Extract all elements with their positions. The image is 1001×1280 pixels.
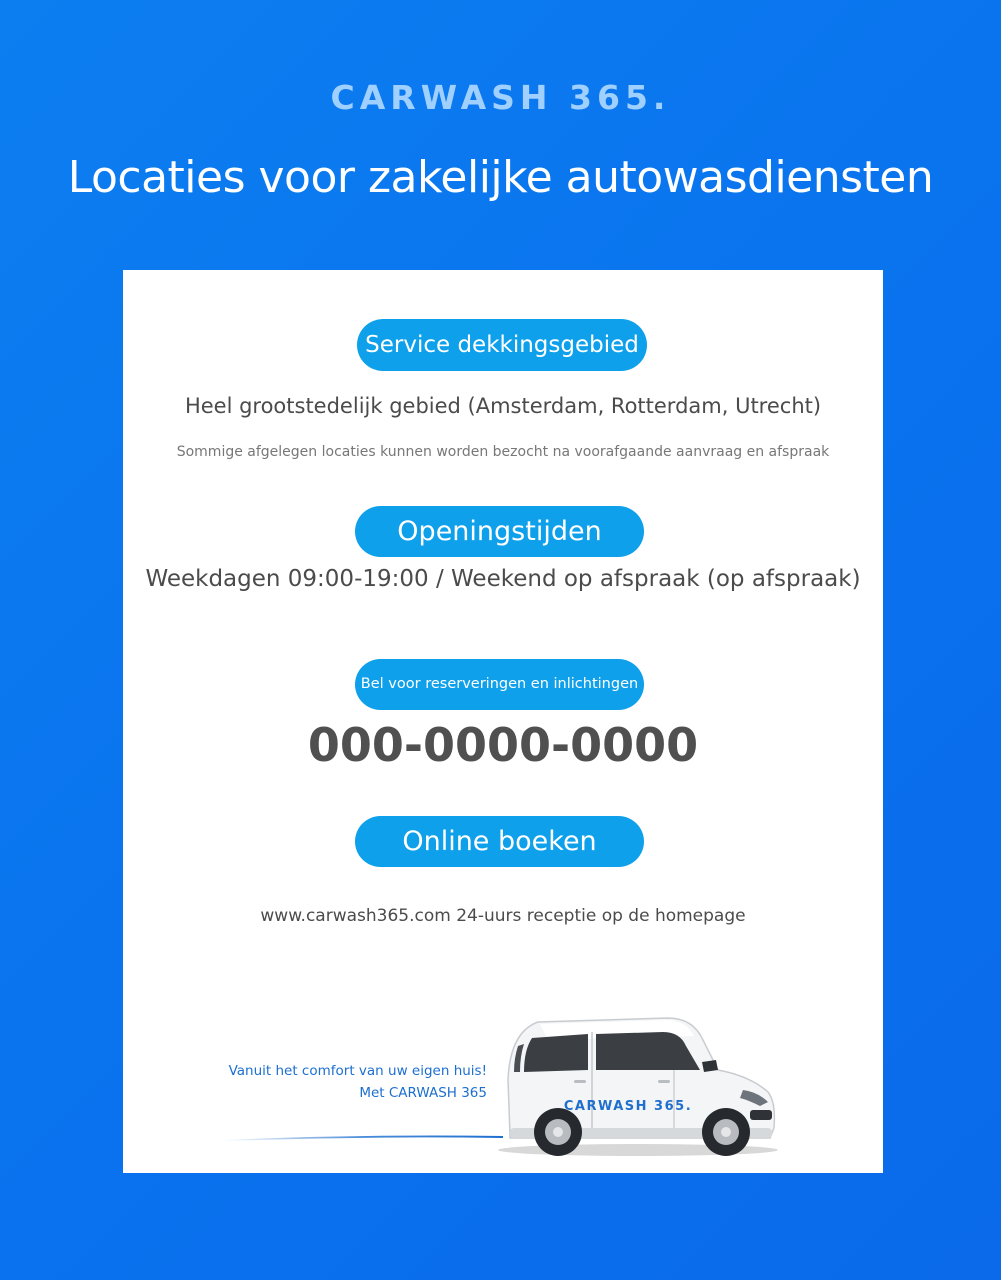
tagline <box>229 1060 487 1104</box>
phone-number[interactable]: 000-0000-0000 <box>307 718 699 772</box>
call-heading-pill: Bel voor reserveringen en inlichtingen <box>355 659 644 710</box>
van-logo-text: CARWASH 365. <box>563 1099 693 1114</box>
van-illustration <box>488 1010 788 1160</box>
coverage-heading-pill: Service dekkingsgebied <box>357 319 647 371</box>
coverage-area-text: Heel grootstedelijk gebied (Amsterdam, Rotterdam, Utrecht) <box>184 394 822 418</box>
tagline-line-2: Met CARWASH 365 <box>359 1085 487 1101</box>
hours-heading-pill: Openingstijden <box>355 506 644 557</box>
swoosh-line <box>223 1132 503 1144</box>
opening-hours-text: Weekdagen 09:00-19:00 / Weekend op afspraak (op afspraak) <box>145 566 861 592</box>
coverage-note-text: Sommige afgelegen locaties kunnen worden bezocht na voorafgaande aanvraag en afspraak <box>176 444 830 460</box>
brand-logo: CARWASH 365. <box>330 78 671 117</box>
online-booking-pill: Online boeken <box>355 816 644 867</box>
website-text[interactable]: www.carwash365.com 24-uurs receptie op de homepage <box>260 906 746 926</box>
page-title: Locaties voor zakelijke autowasdiensten <box>67 152 934 203</box>
info-card <box>123 270 883 1173</box>
tagline-line-1: Vanuit het comfort van uw eigen huis! <box>228 1063 487 1079</box>
